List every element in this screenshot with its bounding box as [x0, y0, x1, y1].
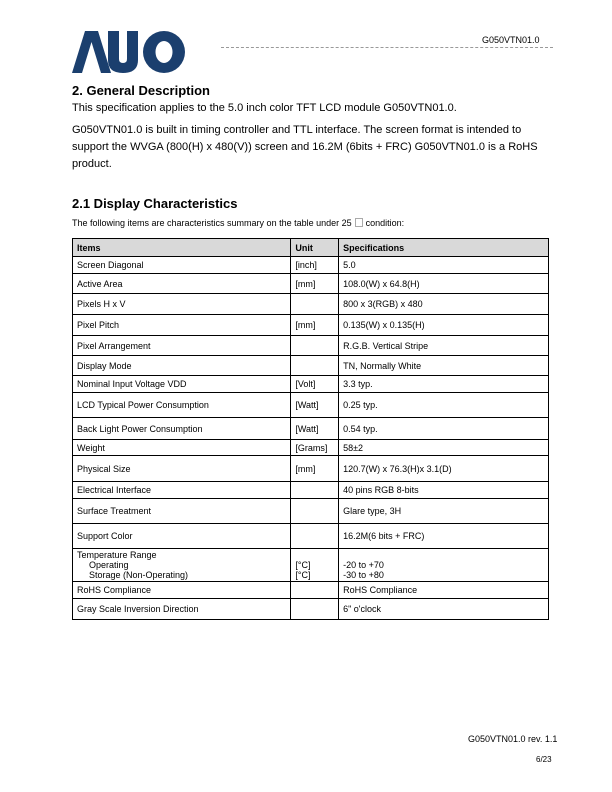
row-spec: 6" o'clock — [339, 599, 549, 620]
table-row — [73, 376, 549, 393]
table-row — [73, 356, 549, 376]
table-row — [73, 274, 549, 294]
section-paragraph-1: This specification applies to the 5.0 inch color TFT LCD module G050VTN01.0. — [72, 102, 457, 114]
row-item: Pixel Pitch — [73, 315, 291, 336]
row-unit — [291, 582, 339, 599]
page-number: 6/23 — [536, 755, 552, 764]
auo-logo — [72, 31, 186, 73]
row-item: Pixels H x V — [73, 294, 291, 315]
storage-unit: [°C] — [295, 570, 311, 580]
operating-unit: [°C] — [295, 560, 311, 570]
row-item: Active Area — [73, 274, 291, 294]
row-unit — [291, 356, 339, 376]
row-spec: 120.7(W) x 76.3(H)x 3.1(D) — [339, 456, 549, 482]
row-spec: 16.2M(6 bits + FRC) — [339, 524, 549, 549]
table-row — [73, 257, 549, 274]
row-spec: R.G.B. Vertical Stripe — [339, 336, 549, 356]
row-unit: [mm] — [291, 456, 339, 482]
row-unit: [Volt] — [291, 376, 339, 393]
header-doc-id: G050VTN01.0 — [482, 35, 540, 45]
row-spec: 58±2 — [339, 440, 549, 456]
caption-text-before: The following items are characteristics summary on the table under 25 — [72, 218, 352, 228]
row-unit: [Watt] — [291, 393, 339, 418]
row-spec: 5.0 — [339, 257, 549, 274]
row-unit: [Watt] — [291, 418, 339, 440]
subsection-title: 2.1 Display Characteristics — [72, 196, 238, 211]
row-unit — [291, 482, 339, 499]
row-unit: [inch] — [291, 257, 339, 274]
storage-spec: -30 to +80 — [343, 570, 384, 580]
table-row — [73, 524, 549, 549]
temperature-spec-cell — [339, 549, 549, 582]
row-item: Weight — [73, 440, 291, 456]
row-item: Electrical Interface — [73, 482, 291, 499]
table-row — [73, 440, 549, 456]
row-spec: 0.25 typ. — [339, 393, 549, 418]
row-item: Gray Scale Inversion Direction — [73, 599, 291, 620]
display-characteristics-table — [72, 238, 549, 620]
degree-symbol-icon — [355, 218, 363, 227]
header-specifications: Specifications — [339, 239, 549, 257]
table-row — [73, 336, 549, 356]
table-row — [73, 582, 549, 599]
operating-label: Operating — [89, 560, 129, 570]
row-spec: 0.135(W) x 0.135(H) — [339, 315, 549, 336]
caption-text-after: condition: — [365, 218, 405, 228]
temperature-item-cell — [73, 549, 291, 582]
row-unit — [291, 524, 339, 549]
table-row — [73, 456, 549, 482]
row-item: Physical Size — [73, 456, 291, 482]
header-unit: Unit — [291, 239, 339, 257]
row-spec: RoHS Compliance — [339, 582, 549, 599]
row-spec: 40 pins RGB 8-bits — [339, 482, 549, 499]
header-divider — [221, 47, 553, 48]
table-row — [73, 418, 549, 440]
table-header-row — [73, 239, 549, 257]
table-row — [73, 482, 549, 499]
row-item: Pixel Arrangement — [73, 336, 291, 356]
row-spec: TN, Normally White — [339, 356, 549, 376]
header-items: Items — [73, 239, 291, 257]
footer-revision: G050VTN01.0 rev. 1.1 — [468, 734, 558, 744]
row-item: Nominal Input Voltage VDD — [73, 376, 291, 393]
row-unit — [291, 336, 339, 356]
row-spec: 3.3 typ. — [339, 376, 549, 393]
row-item: Screen Diagonal — [73, 257, 291, 274]
table-row — [73, 499, 549, 524]
row-unit: [mm] — [291, 274, 339, 294]
row-unit: [Grams] — [291, 440, 339, 456]
storage-label: Storage (Non-Operating) — [89, 570, 189, 580]
row-item: RoHS Compliance — [73, 582, 291, 599]
temperature-unit-cell — [291, 549, 339, 582]
row-item: Support Color — [73, 524, 291, 549]
row-unit — [291, 294, 339, 315]
row-item: Back Light Power Consumption — [73, 418, 291, 440]
table-row — [73, 393, 549, 418]
row-item: Surface Treatment — [73, 499, 291, 524]
table-row — [73, 599, 549, 620]
row-spec: Glare type, 3H — [339, 499, 549, 524]
temperature-range-label: Temperature Range — [77, 550, 157, 560]
row-item: LCD Typical Power Consumption — [73, 393, 291, 418]
row-unit: [mm] — [291, 315, 339, 336]
row-unit — [291, 599, 339, 620]
row-spec: 0.54 typ. — [339, 418, 549, 440]
row-spec: 108.0(W) x 64.8(H) — [339, 274, 549, 294]
section-title: 2. General Description — [72, 83, 210, 98]
row-item: Display Mode — [73, 356, 291, 376]
table-row — [73, 315, 549, 336]
operating-spec: -20 to +70 — [343, 560, 384, 570]
section-paragraph-2: G050VTN01.0 is built in timing controller and TTL interface. The screen format is intended to support the WVGA (800(H) x 480(V)) screen and 16.2M (6bits + FRC) G050VTN01.0 is a RoHS product. — [72, 124, 538, 170]
row-unit — [291, 499, 339, 524]
table-caption — [72, 218, 404, 228]
table-row-temperature — [73, 549, 549, 582]
table-row — [73, 294, 549, 315]
row-spec: 800 x 3(RGB) x 480 — [339, 294, 549, 315]
